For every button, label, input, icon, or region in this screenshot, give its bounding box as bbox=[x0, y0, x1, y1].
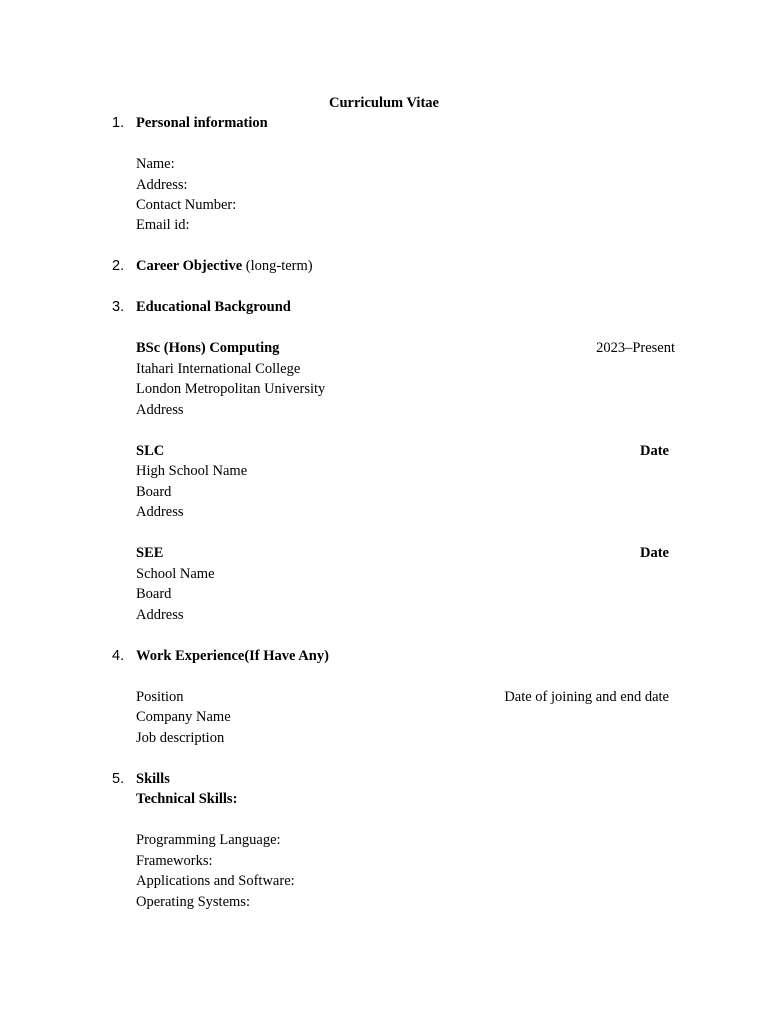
edu-1-line-2: London Metropolitan University bbox=[136, 381, 326, 397]
section-5-heading: Skills bbox=[136, 771, 170, 787]
section-1-number: 1. bbox=[112, 115, 125, 131]
edu-2-line-3: Address bbox=[136, 504, 184, 520]
section-1-heading: Personal information bbox=[136, 115, 268, 131]
field-address: Address: bbox=[136, 177, 188, 193]
skill-programming-language: Programming Language: bbox=[136, 832, 281, 848]
edu-2-line-2: Board bbox=[136, 484, 172, 500]
edu-3-date: Date bbox=[640, 545, 669, 561]
edu-1-line-3: Address bbox=[136, 402, 184, 418]
edu-3-title: SEE bbox=[136, 545, 164, 561]
edu-2-title: SLC bbox=[136, 443, 165, 459]
section-4-number: 4. bbox=[112, 648, 125, 664]
skill-frameworks: Frameworks: bbox=[136, 853, 213, 869]
work-dates: Date of joining and end date bbox=[504, 689, 669, 705]
section-2-note: (long-term) bbox=[245, 258, 313, 274]
edu-2-date: Date bbox=[640, 443, 669, 459]
edu-1-title: BSc (Hons) Computing bbox=[136, 340, 280, 356]
edu-2-line-1: High School Name bbox=[136, 463, 248, 479]
section-5-number: 5. bbox=[112, 771, 125, 787]
field-email: Email id: bbox=[136, 217, 190, 233]
edu-1-line-1: Itahari International College bbox=[136, 361, 301, 377]
section-2-line bbox=[136, 257, 313, 275]
work-description: Job description bbox=[136, 730, 225, 746]
edu-3-line-1: School Name bbox=[136, 566, 215, 582]
skill-operating-systems: Operating Systems: bbox=[136, 894, 250, 910]
skill-applications: Applications and Software: bbox=[136, 873, 295, 889]
section-2-heading: Career Objective bbox=[136, 258, 243, 274]
section-5-subheading: Technical Skills: bbox=[136, 791, 238, 807]
work-company: Company Name bbox=[136, 709, 231, 725]
work-position: Position bbox=[136, 689, 184, 705]
field-name: Name: bbox=[136, 156, 175, 172]
edu-3-line-2: Board bbox=[136, 586, 172, 602]
edu-1-date: 2023–Present bbox=[596, 340, 675, 356]
section-4-heading: Work Experience(If Have Any) bbox=[136, 648, 329, 664]
field-contact-number: Contact Number: bbox=[136, 197, 237, 213]
section-3-number: 3. bbox=[112, 299, 125, 315]
section-2-number: 2. bbox=[112, 258, 125, 274]
section-3-heading: Educational Background bbox=[136, 299, 291, 315]
edu-3-line-3: Address bbox=[136, 607, 184, 623]
document-title: Curriculum Vitae bbox=[329, 95, 439, 111]
